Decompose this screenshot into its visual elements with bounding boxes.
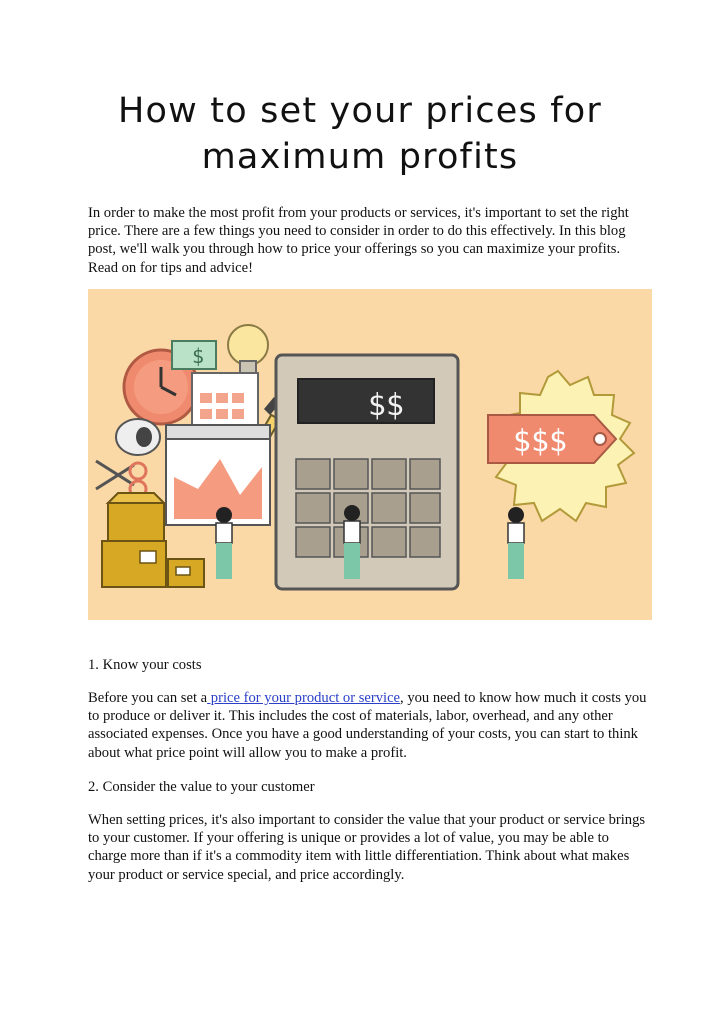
light-bulb-icon xyxy=(228,325,268,375)
price-tag-text: $$$ xyxy=(512,424,568,459)
person-right-figure xyxy=(508,507,524,579)
paragraph-text: Before you can set a xyxy=(88,690,208,706)
scissors-icon xyxy=(96,461,146,497)
person-center-figure xyxy=(344,505,360,579)
section-heading-1: 1. Know your costs xyxy=(88,657,202,673)
pricing-link[interactable]: price for your product or service xyxy=(207,690,401,706)
section-heading-2: 2. Consider the value to your customer xyxy=(88,779,315,795)
note-dollar-text: $ xyxy=(191,344,205,368)
calculator-icon xyxy=(276,355,458,589)
calculator-display-text: $$ xyxy=(367,388,404,423)
section-paragraph-1 xyxy=(88,689,648,762)
article-title: How to set your prices for maximum profits xyxy=(118,91,602,177)
section-paragraph-2: When setting prices, it's also important to consider the value that your product or service brings to your customer. If your offering is unique or provides a lot of value, you may be able to charge more than if it's a commodity item with little differentiation. Think about what makes your product or service special, and price accordingly. xyxy=(88,812,646,883)
person-left-figure xyxy=(216,507,232,579)
paragraph-text: , you need to know how much it costs you to produce or deliver it. This includes the cost of materials, labor, overhead, and any other associated expenses. Once you have a good understanding of your costs, you can start to think about what price point will allow you to make a profit. xyxy=(88,690,647,761)
money-note-icon xyxy=(172,341,216,369)
hero-illustration xyxy=(88,289,652,620)
price-tag-icon xyxy=(488,371,634,521)
intro-paragraph: In order to make the most profit from your products or services, it's important to set the right price. There are a few things you need to consider in order to do this effectively. In this blog post, we'll walk you through how to price your offerings so you can maximize your profits. Read on for tips and advice! xyxy=(88,205,629,276)
tape-roll-icon xyxy=(116,419,160,455)
